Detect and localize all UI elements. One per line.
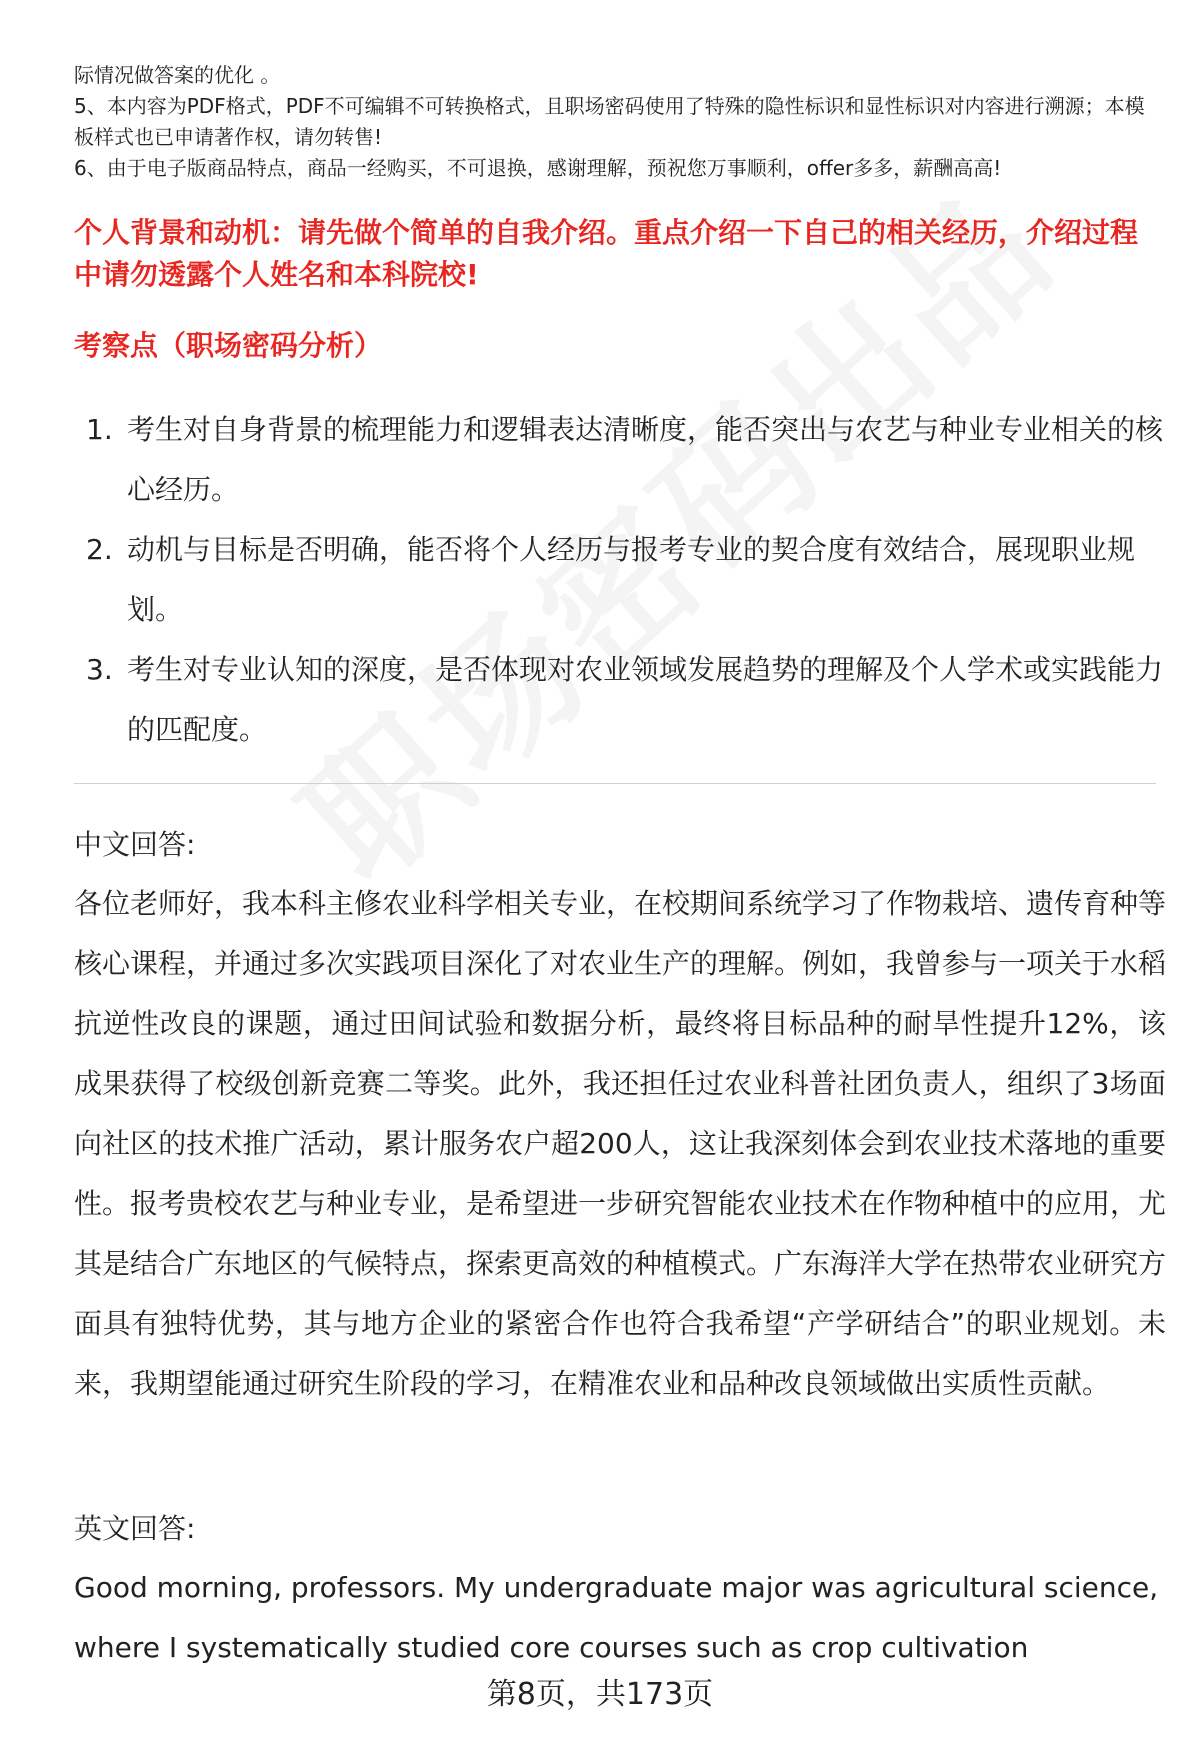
chinese-answer-text: 各位老师好，我本科主修农业科学相关专业，在校期间系统学习了作物栽培、遗传育种等核心课程，并通过多次实践项目深化了对农业生产的理解。例如，我曾参与一项关于水稻抗逆性改良的课题，通过田间试验和数据分析，最终将目标品种的耐旱性提升12%，该成果获得了校级创新竞赛二等奖。此外，我还担任过农业科普社团负责人，组织了3场面向社区的技术推广活动，累计服务农户超200人，这让我深刻体会到农业技术落地的重要性。报考贵校农艺与种业专业，是希望进一步研究智能农业技术在作物种植中的应用，尤其是结合广东地区的气候特点，探索更高效的种植模式。广东海洋大学在热带农业研究方面具有独特优势，其与地方企业的紧密合作也符合我希望“产学研结合”的职业规划。未来，我期望能通过研究生阶段的学习，在精准农业和品种改良领域做出实质性贡献。 [74,887,1167,1400]
question-title: 个人背景和动机：请先做个简单的自我介绍。重点介绍一下自己的相关经历，介绍过程中请勿透露个人姓名和本科院校! [74,216,1139,291]
assessment-point [74,520,1164,640]
chinese-answer-label: 中文回答: [74,828,196,861]
point-text: 考生对自身背景的梳理能力和逻辑表达清晰度，能否突出与农艺与种业专业相关的核心经历。 [127,413,1164,506]
english-answer-label: 英文回答: [74,1512,196,1545]
page-number: 第8页，共173页 [486,1677,714,1712]
point-number: 2. [86,533,113,566]
assessment-point [74,640,1164,760]
point-text: 考生对专业认知的深度，是否体现对农业领域发展趋势的理解及个人学术或实践能力的匹配度。 [127,653,1164,746]
point-number: 1. [86,413,113,446]
section-divider [74,783,1156,784]
assessment-title: 考察点（职场密码分析） [74,329,383,362]
point-number: 3. [86,653,113,686]
chinese-answer-section [74,822,1166,1414]
notes-section [74,60,1164,184]
english-answer-text: Good morning, professors. My undergraduate major was agricultural science, where I systematically studied core courses such as crop cultivation [74,1571,1159,1664]
note-line: 6、由于电子版商品特点，商品一经购买，不可退换，感谢理解，预祝您万事顺利，offer多多，薪酬高高! [74,156,1002,180]
english-answer-section [74,1506,1166,1678]
note-line: 际情况做答案的优化 。 [74,63,281,87]
assessment-points-list [74,400,1164,760]
point-text: 动机与目标是否明确，能否将个人经历与报考专业的契合度有效结合，展现职业规划。 [127,533,1136,626]
note-line: 5、本内容为PDF格式，PDF不可编辑不可转换格式，且职场密码使用了特殊的隐性标识和显性标识对内容进行溯源；本模板样式也已申请著作权，请勿转售! [74,94,1145,149]
assessment-point [74,400,1164,520]
